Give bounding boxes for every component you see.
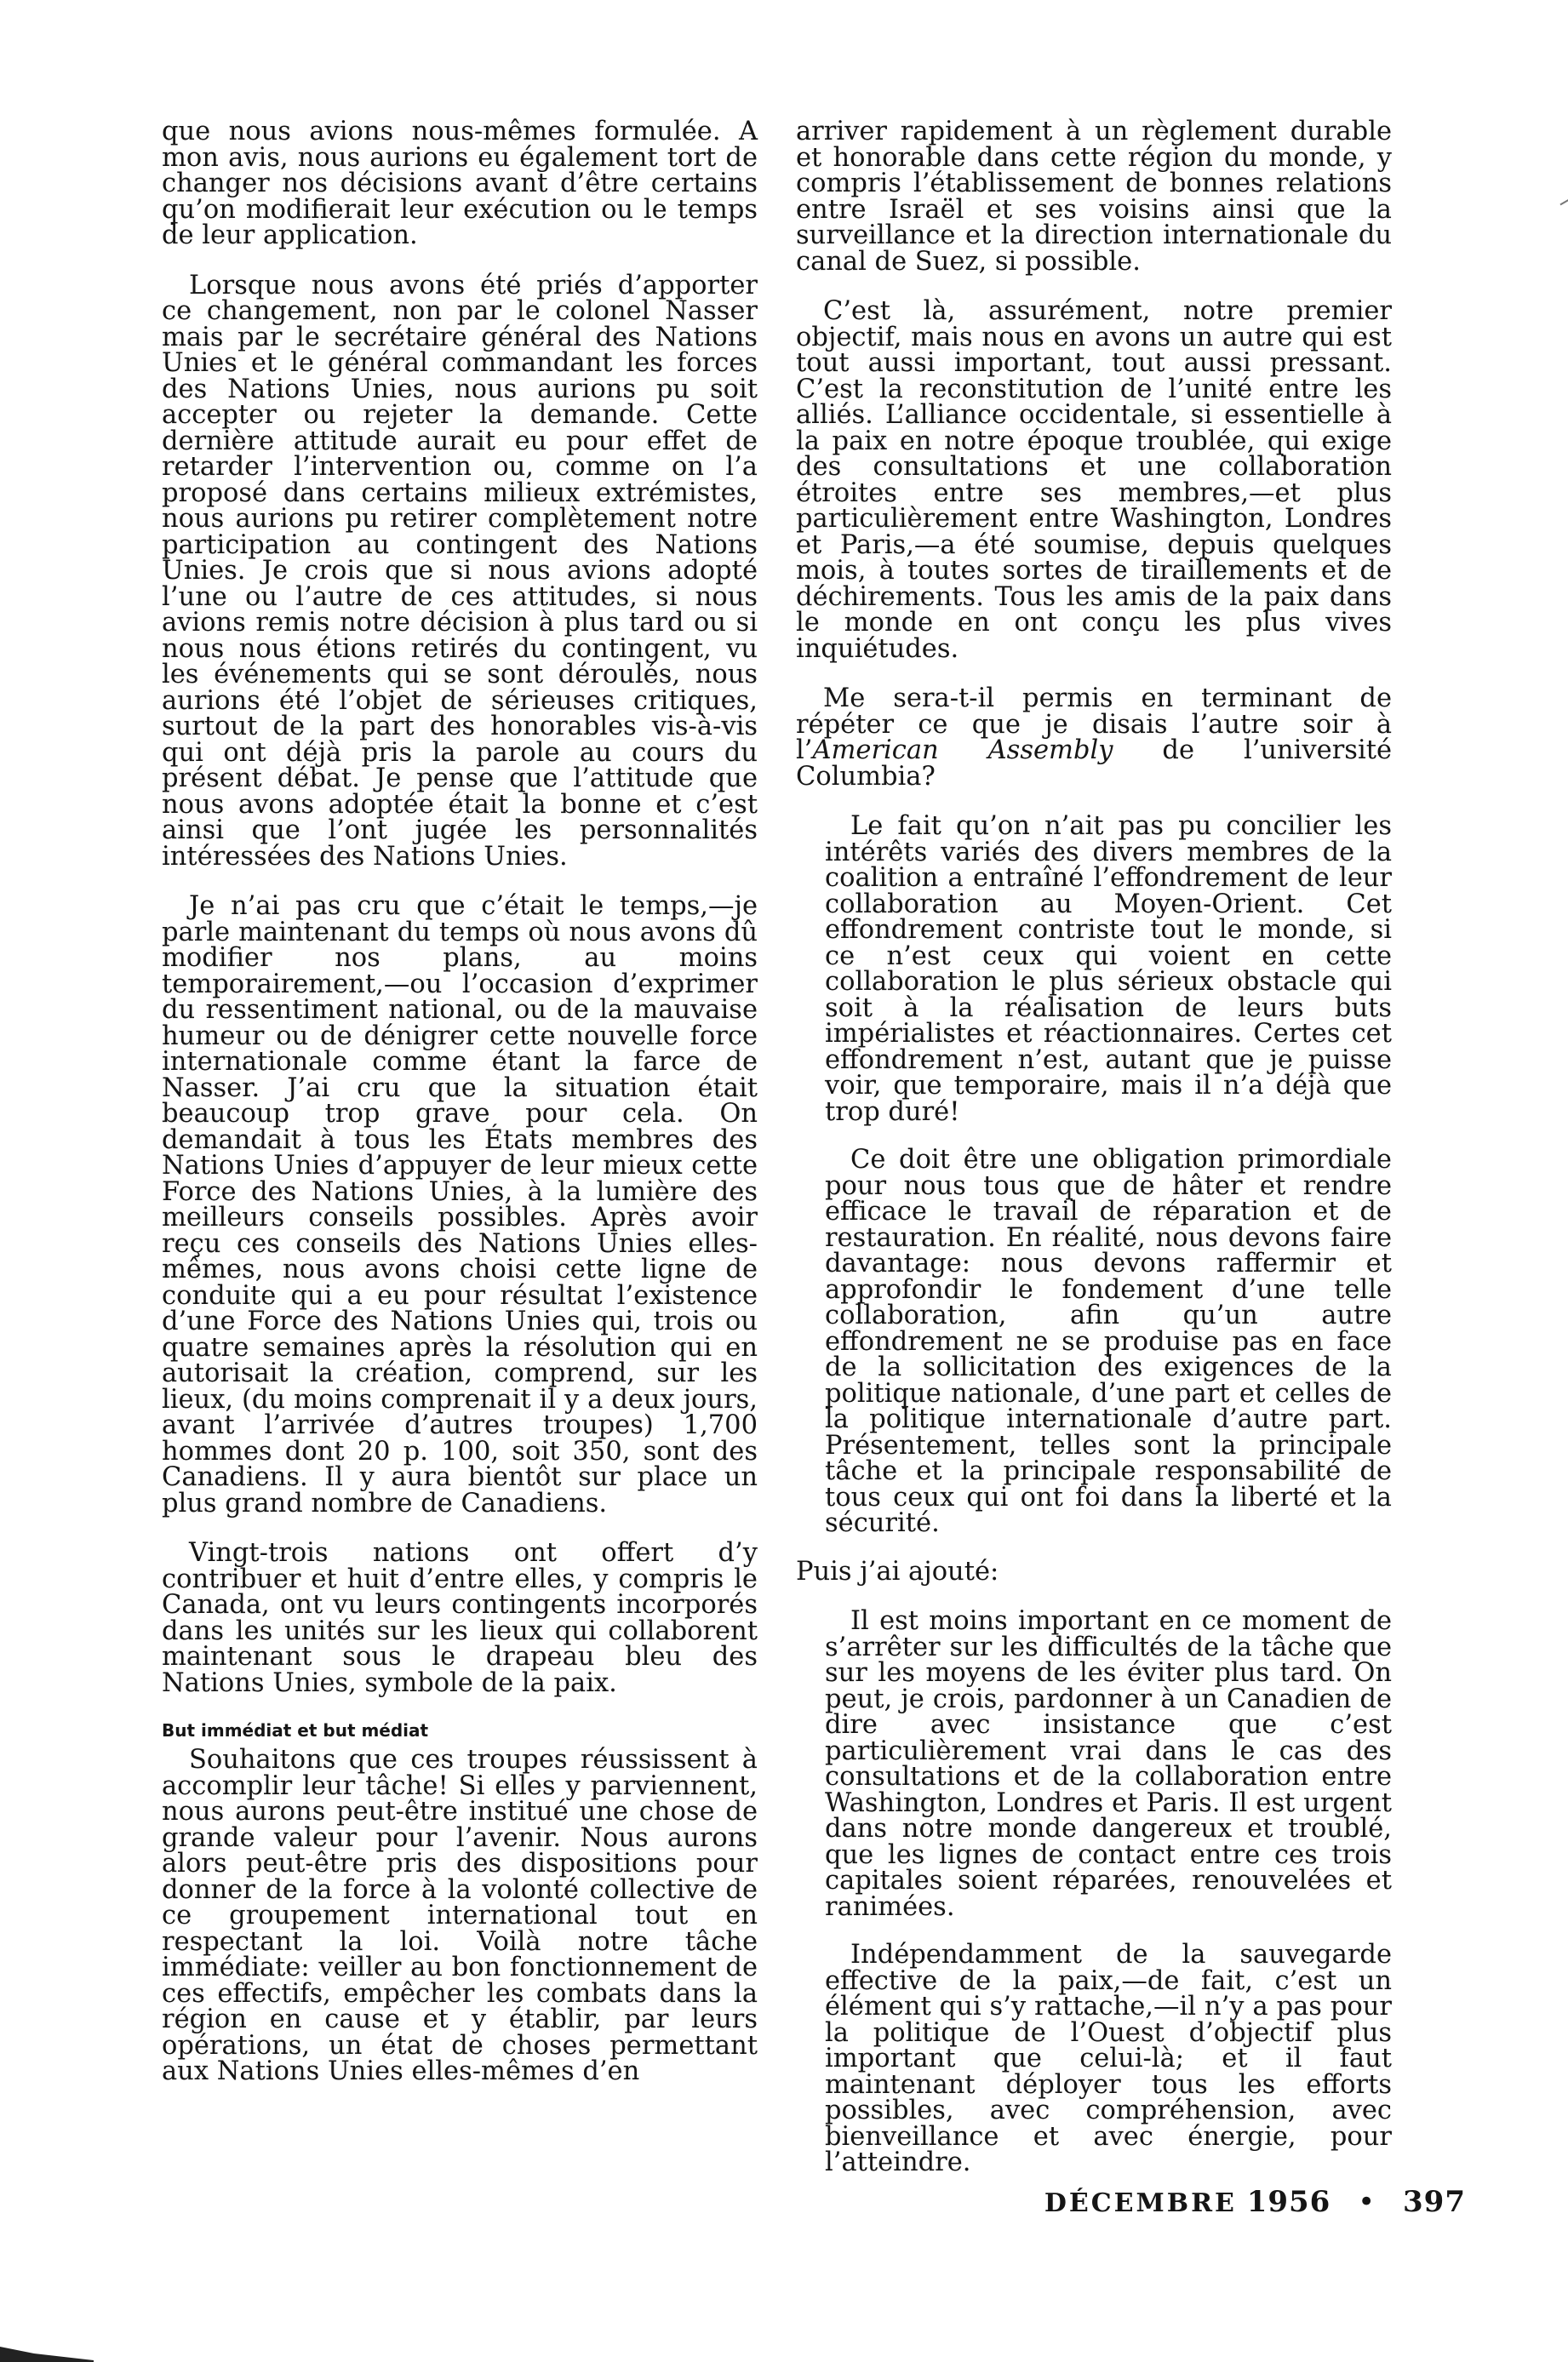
page-number: 397	[1403, 2185, 1466, 2219]
page-edge-mark	[0, 2328, 102, 2362]
paragraph: Vingt-trois nations ont offert d’y contribuer et huit d’entre elles, y compris le Canada, ont vu leurs contingents incorporés dans les unités sur les lieux qui collaborent maintenant sous le drapeau bleu des Nations Unies, symbole de la paix.	[162, 1538, 758, 1698]
paragraph: que nous avions nous-mêmes formulée. A mon avis, nous aurions eu également tort de changer nos décisions avant d’être certains qu’on modifierait leur exécution ou le temps de leur application.	[162, 117, 758, 250]
paragraph: Souhaitons que ces troupes réussissent à accomplir leur tâche! Si elles y parviennent, nous aurons peut-être institué une chose de grande valeur pour l’avenir. Nous aurons alors peut-être pris des dispositions pour donner de la force à la volonté collective de ce groupement international tout en respectant la loi. Voilà notre tâche immédiate: veiller au bon fonctionnement de ces effectifs, empêcher les combats dans la région en cause et y établir, par leurs opérations, un état de choses permettant aux Nations Unies elles-mêmes d’en	[162, 1745, 758, 2086]
margin-mark	[1559, 198, 1568, 206]
paragraph: arriver rapidement à un règlement durable et honorable dans cette région du monde, y compris l’établissement de bonnes relations entre Israël et ses voisins ainsi que la surveillance et la direction internationale du canal de Suez, si possible.	[796, 117, 1392, 277]
paragraph: C’est là, assurément, notre premier objectif, mais nous en avons un autre qui est tout aussi important, tout aussi pressant. C’est la reconstitution de l’unité entre les alliés. L’alliance occidentale, si essentielle à la paix en notre époque troublée, qui exige des consultations et une collaboration étroites entre ses membres,—et plus particulièrement entre Washington, Londres et Paris,—a été soumise, depuis quelques mois, à toutes sortes de tiraillements et de déchirements. Tous les amis de la paix dans le monde en ont conçu les plus vives inquiétudes.	[796, 296, 1392, 664]
section-heading: But immédiat et but médiat	[162, 1720, 429, 1741]
paragraph: Je n’ai pas cru que c’était le temps,—je parle maintenant du temps où nous avons dû modifier nos plans, au moins temporairement,—ou l’occasion d’exprimer du ressentiment national, ou de la mauvaise humeur ou de dénigrer cette nouvelle force internationale comme étant la farce de Nasser. J’ai cru que la situation était beaucoup trop grave pour cela. On demandait à tous les États membres des Nations Unies d’appuyer de leur mieux cette Force des Nations Unies, à la lumière des meilleurs conseils possibles. Après avoir reçu ces conseils des Nations Unies elles-mêmes, nous avons choisi cette ligne de conduite qui a eu pour résultat l’existence d’une Force des Nations Unies qui, trois ou quatre semaines après la résolution qui en autorisait la création, comprend, sur les lieux, (du moins comprenait il y a deux jours, avant l’arrivée d’autres troupes) 1,700 hommes dont 20 p. 100, soit 350, sont des Canadiens. Il y aura bientôt sur place un plus grand nombre de Canadiens.	[162, 891, 758, 1518]
left-column	[162, 119, 758, 2109]
paragraph-text: Me sera-t-il permis en terminant de répéter ce que je disais l’autre soir à l’	[796, 683, 1392, 765]
quote-paragraph: Ce doit être une obligation primordiale pour nous tous que de hâter et rendre efficace le travail de réparation et de restauration. En réalité, nous devons faire davantage: nous devons raffermir et approfondir le fondement d’une telle collaboration, afin qu’un autre effondrement ne se produise pas en face de la sollicitation des exigences de la politique nationale, d’une part et celles de la politique internationale d’autre part. Présentement, telles sont la principale tâche et la principale responsabilité de tous ceux qui ont foi dans la liberté et la sécurité.	[825, 1145, 1392, 1538]
paragraph-text: de l’université Columbia?	[796, 735, 1393, 792]
footer-month: DÉCEMBRE	[1044, 2188, 1237, 2218]
paragraph: Lorsque nous avons été priés d’apporter ce changement, non par le colonel Nasser mais par le secrétaire général des Nations Unies et le général commandant les forces des Nations Unies, nous aurions pu soit accepter ou rejeter la demande. Cette dernière attitude aurait eu pour effet de retarder l’intervention ou, comme on l’a proposé dans certains milieux extrémistes, nous aurions pu retirer complètement notre participation au contingent des Nations Unies. Je crois que si nous avions adopté l’une ou l’autre de ces attitudes, si nous avions remis notre décision à plus tard ou si nous nous étions retirés du contingent, vu les événements qui se sont déroulés, nous aurions été l’objet de sérieuses critiques, surtout de la part des honorables vis-à-vis qui ont déjà pris la parole au cours du présent débat. Je pense que l’attitude que nous avons adoptée était la bonne et c’est ainsi que l’ont jugée les personnalités intéressées des Nations Unies.	[162, 270, 758, 872]
block-quote	[825, 1147, 1392, 1537]
right-column	[796, 119, 1392, 2199]
quote-paragraph: Le fait qu’on n’ait pas pu concilier les intérêts variés des divers membres de la coalition a entraîné l’effondrement de leur collaboration au Moyen-Orient. Cet effondrement contriste tout le monde, si ce n’est ceux qui voient en cette collaboration le plus sérieux obstacle qui soit à la réalisation de leurs buts impérialistes et réactionnaires. Certes cet effondrement n’est, autant que je puisse voir, que temporaire, mais il n’a déjà que trop duré!	[825, 811, 1392, 1127]
paragraph	[796, 683, 1393, 792]
quote-paragraph: Indépendamment de la sauvegarde effective de la paix,—de fait, c’est un élément qui s’y rattache,—il n’y a pas pour la politique de l’Ouest d’objectif plus important que celui-là; et il faut maintenant déployer tous les efforts possibles, avec compréhension, avec bienveillance et avec énergie, pour l’atteindre.	[825, 1940, 1392, 2177]
block-quote	[825, 1606, 1392, 1922]
footer-year: 1956	[1246, 2185, 1331, 2219]
italic-text: American Assembly	[812, 735, 1113, 765]
paragraph: Puis j’ai ajouté:	[796, 1556, 999, 1587]
block-quote	[825, 1942, 1392, 2176]
quote-paragraph: Il est moins important en ce moment de s’arrêter sur les difficultés de la tâche que sur les moyens de les éviter plus tard. On peut, je crois, pardonner à un Canadien de dire avec insistance que c’est particulièrement vrai dans le cas des consultations et de la collaboration entre Washington, Londres et Paris. Il est urgent dans notre monde dangereux et troublé, que les lignes de contact entre ces trois capitales soient réparées, renouvelées et ranimées.	[825, 1606, 1392, 1922]
block-quote	[825, 811, 1392, 1127]
page-footer	[1044, 2185, 1466, 2221]
footer-separator: •	[1358, 2185, 1376, 2219]
